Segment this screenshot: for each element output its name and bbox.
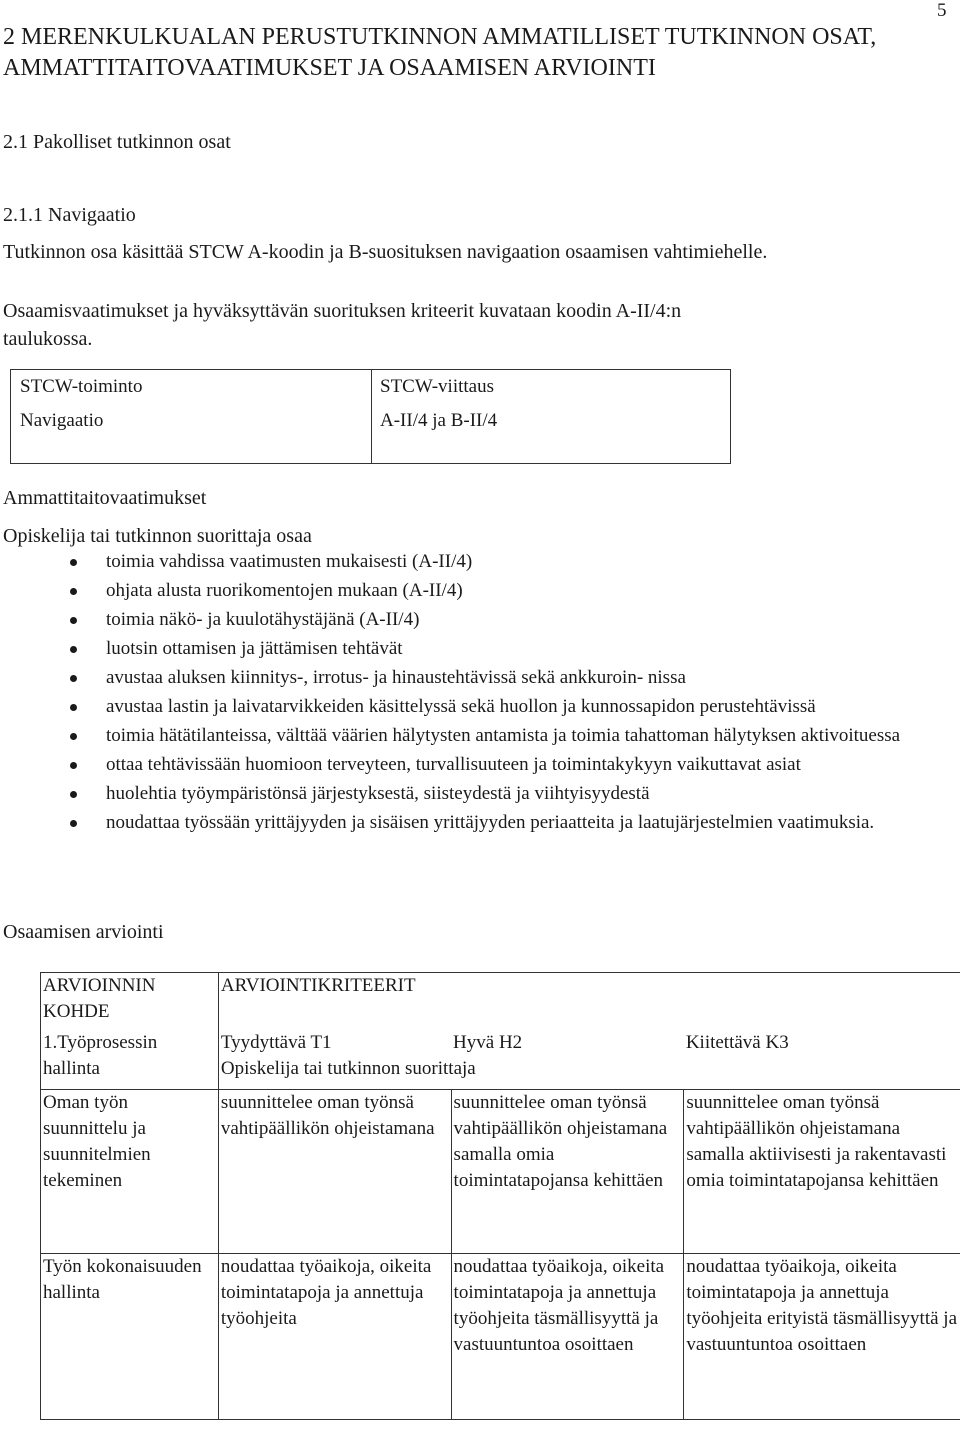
page-number: 5: [937, 0, 947, 21]
stcw-function-header: STCW-toiminto: [20, 376, 143, 397]
bullet-icon: [70, 820, 77, 827]
row-k3: noudattaa työaikoja, oikeita toimintatapoja ja annettuja työohjeita erityistä täsmällisyyttä ja vastuuntuntoa osoittaen: [684, 1254, 960, 1420]
row-h2: suunnittelee oman työnsä vahtipäällikön ohjeistamana samalla omia toimintatapojansa kehittäen: [451, 1090, 684, 1254]
list-item: huolehtia työympäristönsä järjestyksestä, siisteydestä ja viihtyisyydestä: [0, 781, 950, 807]
section-label: 1.Työprosessin hallinta: [41, 1030, 219, 1090]
criteria-paragraph: Osaamisvaatimukset ja hyväksyttävän suorituksen kriteerit kuvataan koodin A-II/4:n taulukossa.: [3, 300, 682, 350]
bullet-icon: [70, 733, 77, 740]
row-target: Työn kokonaisuuden hallinta: [41, 1254, 219, 1420]
bullet-icon: [70, 617, 77, 624]
list-item: toimia vahdissa vaatimusten mukaisesti (A-II/4): [0, 549, 950, 575]
table-row: [41, 1090, 960, 1254]
subject-line: Opiskelija tai tutkinnon suorittaja: [218, 1056, 960, 1090]
row-h2: noudattaa työaikoja, oikeita toimintatapoja ja annettuja työohjeita täsmällisyyttä ja vastuuntuntoa osoittaen: [451, 1254, 684, 1420]
bullet-icon: [70, 559, 77, 566]
bullet-icon: [70, 791, 77, 798]
level-h2: Hyvä H2: [453, 1031, 523, 1053]
list-item: luotsin ottamisen ja jättämisen tehtävät: [0, 636, 950, 662]
table-row: [41, 1254, 960, 1420]
list-item: noudattaa työssään yrittäjyyden ja sisäisen yrittäjyyden periaatteita ja laatujärjestelmien vaatimuksia.: [0, 810, 950, 836]
col-header-target: ARVIOINNIN KOHDE: [41, 973, 219, 1030]
col-header-criteria: ARVIOINTIKRITEERIT: [218, 973, 960, 1030]
level-k3: Kiitettävä K3: [684, 1030, 960, 1056]
stcw-reference-value: A-II/4 ja B-II/4: [380, 410, 498, 431]
stcw-function-value: Navigaatio: [20, 410, 104, 431]
main-heading: 2 MERENKULKUALAN PERUSTUTKINNON AMMATILLISET TUTKINNON OSAT, AMMATTITAITOVAATIMUKSET JA OSAAMISEN ARVIOINTI: [3, 24, 877, 81]
bullet-icon: [70, 762, 77, 769]
list-item: toimia hätätilanteissa, välttää väärien hälytysten antamista ja toimia tahattoman hälytyksen aktivoituessa: [0, 723, 950, 749]
row-target: Oman työn suunnittelu ja suunnitelmien tekeminen: [41, 1090, 219, 1254]
stcw-box: [10, 369, 731, 464]
requirements-intro: Opiskelija tai tutkinnon suorittaja osaa: [3, 525, 312, 547]
assessment-heading: Osaamisen arviointi: [3, 921, 164, 943]
list-item: avustaa aluksen kiinnitys-, irrotus- ja hinaustehtävissä sekä ankkuroin- nissa: [0, 665, 950, 691]
assessment-table: [40, 972, 960, 1420]
stcw-reference-header: STCW-viittaus: [380, 376, 494, 397]
bullet-icon: [70, 675, 77, 682]
list-item: ohjata alusta ruorikomentojen mukaan (A-II/4): [0, 578, 950, 604]
level-t1: Tyydyttävä T1: [220, 1031, 332, 1053]
row-t1: noudattaa työaikoja, oikeita toimintatapoja ja annettuja työohjeita: [218, 1254, 451, 1420]
row-k3: suunnittelee oman työnsä vahtipäällikön ohjeistamana samalla aktiivisesti ja rakentavasti omia toimintatapojansa kehittäen: [684, 1090, 960, 1254]
requirements-list: [0, 549, 950, 839]
list-item: toimia näkö- ja kuulotähystäjänä (A-II/4): [0, 607, 950, 633]
stcw-box-divider: [371, 370, 372, 463]
list-item: ottaa tehtävissään huomioon terveyteen, turvallisuuteen ja toimintakykyyn vaikuttavat asiat: [0, 752, 950, 778]
intro-paragraph: Tutkinnon osa käsittää STCW A-koodin ja B-suosituksen navigaation osaamisen vahtimiehelle.: [3, 241, 768, 263]
list-item: avustaa lastin ja laivatarvikkeiden käsittelyssä sekä huollon ja kunnossapidon perustehtävissä: [0, 694, 950, 720]
bullet-icon: [70, 646, 77, 653]
row-t1: suunnittelee oman työnsä vahtipäällikön ohjeistamana: [218, 1090, 451, 1254]
section-heading: 2.1 Pakolliset tutkinnon osat: [3, 131, 231, 153]
subsection-heading: 2.1.1 Navigaatio: [3, 204, 136, 226]
bullet-icon: [70, 588, 77, 595]
bullet-icon: [70, 704, 77, 711]
requirements-heading: Ammattitaitovaatimukset: [3, 487, 207, 509]
